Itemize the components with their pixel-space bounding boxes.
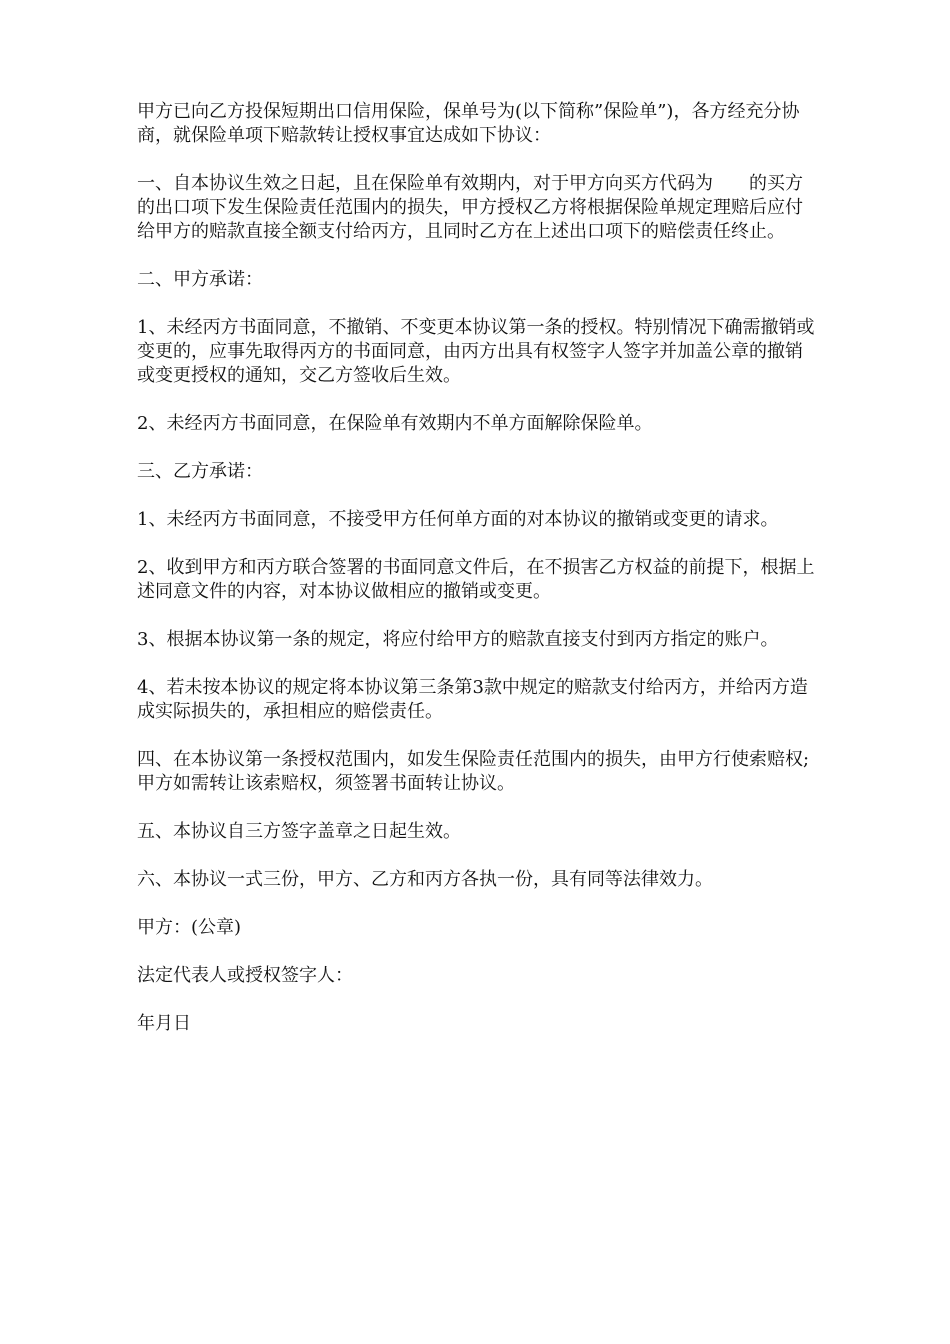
clause-1-paragraph: 一、自本协议生效之日起，且在保险单有效期内，对于甲方向买方代码为 的买方的出口项下发生保险责任范围内的损失，甲方授权乙方将根据保险单规定理赔后应付给甲方的赔款直接全额支付给丙方，且同时乙方在上述出口项下的赔偿责任终止。 <box>137 173 803 242</box>
clause-3-item-1: 1、未经丙方书面同意，不接受甲方任何单方面的对本协议的撤销或变更的请求。 <box>137 509 779 530</box>
clause-4-paragraph: 四、在本协议第一条授权范围内，如发生保险责任范围内的损失，由甲方行使索赔权;甲方如需转让该索赔权，须签署书面转让协议。 <box>137 749 810 794</box>
clause-2-heading: 二、甲方承诺： <box>137 269 263 290</box>
clause-2-item-1: 1、未经丙方书面同意，不撤销、不变更本协议第一条的授权。特别情况下确需撤销或变更的，应事先取得丙方的书面同意，由丙方出具有权签字人签字并加盖公章的撤销或变更授权的通知，交乙方签收后生效。 <box>137 317 815 386</box>
document-body <box>137 100 817 1036</box>
clause-2-item-2: 2、未经丙方书面同意，在保险单有效期内不单方面解除保险单。 <box>137 413 653 434</box>
clause-3-heading: 三、乙方承诺： <box>137 461 263 482</box>
signatory-line: 法定代表人或授权签字人： <box>137 965 353 986</box>
clause-6-paragraph: 六、本协议一式三份，甲方、乙方和丙方各执一份，具有同等法律效力。 <box>137 869 713 890</box>
clause-3-item-3: 3、根据本协议第一条的规定，将应付给甲方的赔款直接支付到丙方指定的账户。 <box>137 629 779 650</box>
date-line: 年月日 <box>137 1013 191 1034</box>
intro-paragraph: 甲方已向乙方投保短期出口信用保险，保单号为(以下简称”保险单”)，各方经充分协商，就保险单项下赔款转让授权事宜达成如下协议： <box>137 101 800 146</box>
clause-3-item-4: 4、若未按本协议的规定将本协议第三条第3款中规定的赔款支付给丙方，并给丙方造成实际损失的，承担相应的赔偿责任。 <box>137 677 808 722</box>
party-a-seal-line: 甲方：(公章) <box>137 917 242 938</box>
clause-3-item-2: 2、收到甲方和丙方联合签署的书面同意文件后，在不损害乙方权益的前提下，根据上述同意文件的内容，对本协议做相应的撤销或变更。 <box>137 557 815 602</box>
clause-5-paragraph: 五、本协议自三方签字盖章之日起生效。 <box>137 821 461 842</box>
